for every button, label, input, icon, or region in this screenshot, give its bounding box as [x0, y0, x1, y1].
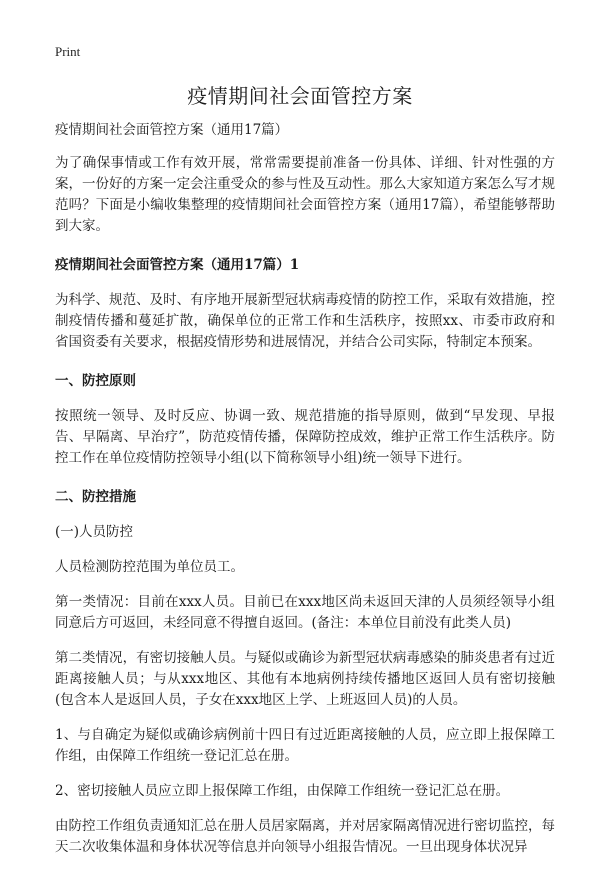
section-1-paragraph: 为科学、规范、及时、有序地开展新型冠状病毒疫情的防控工作，采取有效措施，控制疫情传播和蔓延扩散，确保单位的正常工作和生活秩序，按照xx、市委市政府和省国资委有关要求，根据疫情形势和进展情况，并结合公司实际，特制定本预案。: [55, 292, 555, 350]
page-title: 疫情期间社会面管控方案: [187, 84, 413, 108]
document-subtitle: 疫情期间社会面管控方案（通用17篇）: [55, 122, 289, 138]
section-1-title: 疫情期间社会面管控方案（通用17篇）1: [55, 257, 300, 273]
heading-measures: 二、防控措施: [55, 489, 136, 505]
item-1-paragraph: 1、与自确定为疑似或确诊病例前十四日有过近距离接触的人员，应立即上报保障工作组，由保障工作组统一登记汇总在册。: [55, 727, 555, 764]
heading-principles: 一、防控原则: [55, 373, 136, 389]
case-1-paragraph: 第一类情况：目前在xxx人员。目前已在xxx地区尚未返回天津的人员须经领导小组同意后方可返回，未经同意不得擅自返回。(备注：本单位目前没有此类人员): [55, 594, 555, 631]
scope-paragraph: 人员检测防控范围为单位员工。: [55, 559, 244, 575]
intro-paragraph: 为了确保事情或工作有效开展，常常需要提前准备一份具体、详细、针对性强的方案，一份好的方案一定会注重受众的参与性及互动性。那么大家知道方案怎么写才规范吗？下面是小编收集整理的疫情期间社会面管控方案（通用17篇），希望能够帮助到大家。: [55, 155, 555, 234]
print-link[interactable]: Print: [55, 44, 81, 59]
closing-paragraph: 由防控工作组负责通知汇总在册人员居家隔离，并对居家隔离情况进行密切监控，每天二次收集体温和身体状况等信息并向领导小组报告情况。一旦出现身体状况异: [55, 818, 555, 855]
document-body: [55, 120, 555, 872]
case-2-paragraph: 第二类情况，有密切接触人员。与疑似或确诊为新型冠状病毒感染的肺炎患者有过近距离接触人员；与从xxx地区、其他有本地病例持续传播地区返回人员有密切接触(包含本人是返回人员，子女在xxx地区上学、上班返回人员)的人员。: [55, 650, 555, 708]
principles-paragraph: 按照统一领导、及时反应、协调一致、规范措施的指导原则，做到“早发现、早报告、早隔离、早治疗”，防范疫情传播，保障防控成效，维护正常工作生活秩序。防控工作在单位疫情防控领导小组(以下简称领导小组)统一领导下进行。: [55, 408, 555, 466]
item-2-paragraph: 2、密切接触人员应立即上报保障工作组，由保障工作组统一登记汇总在册。: [55, 783, 510, 799]
subheading-personnel: (一)人员防控: [55, 524, 134, 540]
